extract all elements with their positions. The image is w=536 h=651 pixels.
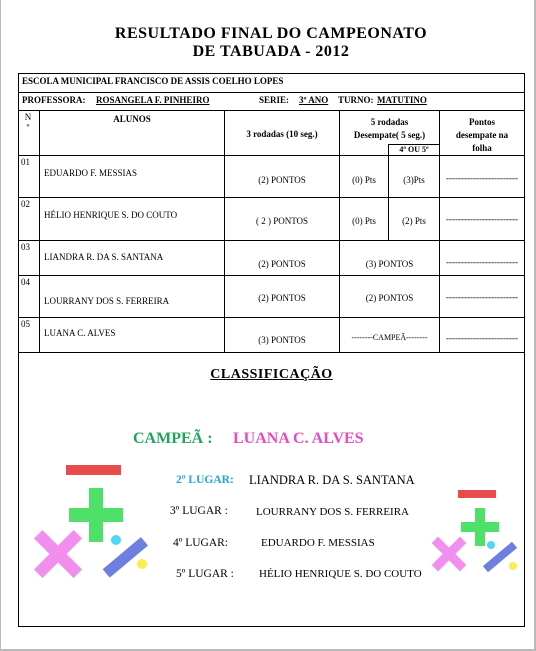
header-number-n: N — [24, 112, 32, 122]
times-icon — [28, 514, 98, 588]
classification-title: CLASSIFICAÇÃO — [210, 367, 333, 382]
shift-label: TURNO: — [338, 95, 374, 105]
header-points-line3: folha — [472, 143, 492, 153]
score-3-rounds: (3) PONTOS — [258, 335, 306, 345]
series-label: SERIE: — [259, 95, 290, 105]
place-label-4: 4º LUGAR: — [173, 537, 228, 549]
score-5-rounds-a: (0) Pts — [352, 175, 376, 185]
score-5-rounds: (3) PONTOS — [365, 259, 414, 269]
champion-label: CAMPEÃ : — [133, 430, 213, 447]
page-title-line1: RESULTADO FINAL DO CAMPEONATO — [114, 25, 428, 42]
minus-icon — [66, 465, 121, 475]
header-number — [20, 112, 36, 132]
student-name: LUANA C. ALVES — [44, 328, 116, 338]
place-label-3: 3º LUGAR : — [170, 505, 228, 517]
times-icon — [425, 526, 477, 583]
page-title-line2: DE TABUADA - 2012 — [192, 43, 350, 60]
row-number: 02 — [21, 199, 30, 209]
header-3-rounds: 3 rodadas (10 seg.) — [246, 129, 318, 139]
plus-icon — [461, 508, 499, 546]
score-sheet: ------------------------ — [446, 214, 518, 224]
score-5-rounds-b: (3)Pts — [403, 175, 425, 185]
header-number-o: º — [26, 122, 30, 132]
header-points-line1: Pontos — [468, 117, 495, 127]
place-name-3: LOURRANY DOS S. FERREIRA — [256, 506, 410, 518]
score-3-rounds: (2) PONTOS — [258, 293, 306, 303]
header-points-line2: desempate na — [455, 130, 509, 140]
shift-value: MATUTINO — [377, 95, 427, 105]
place-name-2: LIANDRA R. DA S. SANTANA — [249, 473, 415, 487]
score-5-rounds: (2) PONTOS — [365, 293, 414, 303]
header-students: ALUNOS — [113, 114, 151, 124]
score-5-rounds-champion: --------CAMPEÃ-------- — [351, 333, 428, 342]
score-sheet: ------------------------ — [446, 333, 518, 343]
row-number: 05 — [21, 319, 30, 329]
teacher-label: PROFESSORA: — [22, 95, 86, 105]
header-points-sheet — [440, 116, 524, 155]
place-label-2: 2º LUGAR: — [176, 474, 234, 486]
header-4-or-5: 4º OU 5º — [399, 145, 429, 154]
place-name-4: EDUARDO F. MESSIAS — [261, 537, 375, 549]
student-name: HÉLIO HENRIQUE S. DO COUTO — [44, 210, 178, 220]
series-value: 3º ANO — [299, 95, 329, 105]
math-symbols-left — [28, 458, 158, 588]
score-sheet: ------------------------ — [446, 173, 518, 183]
student-name: LIANDRA R. DA S. SANTANA — [44, 252, 164, 262]
student-name: EDUARDO F. MESSIAS — [44, 168, 138, 178]
minus-icon — [458, 490, 496, 498]
score-sheet: ------------------------ — [446, 257, 518, 267]
score-sheet: ------------------------ — [446, 292, 518, 302]
score-3-rounds: (2) PONTOS — [258, 259, 306, 269]
divide-icon — [103, 535, 148, 578]
divide-icon — [483, 541, 517, 572]
score-5-rounds-a: (0) Pts — [352, 216, 376, 226]
row-number: 04 — [21, 277, 30, 287]
student-name: LOURRANY DOS S. FERREIRA — [44, 296, 170, 306]
math-symbols-right — [425, 486, 525, 586]
champion-name: LUANA C. ALVES — [233, 430, 364, 447]
header-5-rounds — [340, 116, 439, 142]
row-number: 01 — [21, 157, 30, 167]
score-3-rounds: ( 2 ) PONTOS — [255, 216, 309, 226]
row-number: 03 — [21, 242, 30, 252]
score-3-rounds: (2) PONTOS — [258, 175, 306, 185]
score-5-rounds-b: (2) Pts — [402, 216, 426, 226]
page-frame-left — [0, 0, 1, 651]
header-5-rounds-line1: 5 rodadas — [370, 117, 409, 127]
school-name: ESCOLA MUNICIPAL FRANCISCO DE ASSIS COELHO LOPES — [22, 76, 284, 86]
place-label-5: 5º LUGAR : — [176, 568, 234, 580]
place-name-5: HÉLIO HENRIQUE S. DO COUTO — [259, 568, 422, 580]
header-5-rounds-line2: Desempate( 5 seg.) — [353, 130, 426, 140]
teacher-name: ROSANGELA F. PINHEIRO — [96, 95, 210, 105]
